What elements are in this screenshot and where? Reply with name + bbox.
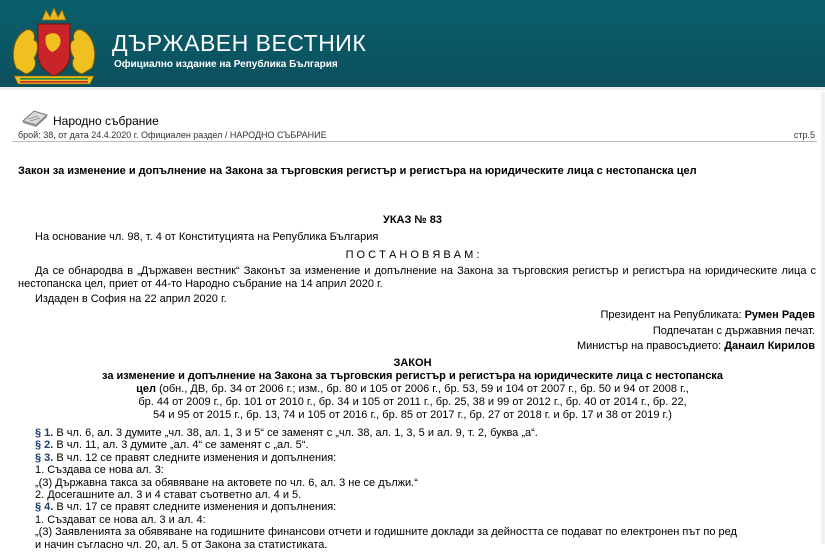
law-line <box>35 489 301 502</box>
document-title: Закон за изменение и допълнение на Закона за търговския регистър и регистъра на юридическите лица с нестопанска цел <box>18 165 697 177</box>
law-line-text: и начин съгласно чл. 20, ал. 5 от Закона за статистиката. <box>35 538 328 551</box>
law-line-text: В чл. 17 се правят следните изменения и допълнения: <box>53 501 337 514</box>
header-divider <box>0 87 825 90</box>
scrollbar[interactable] <box>821 92 825 544</box>
law-title-line-1: за изменение и допълнение на Закона за търговския регистър и регистъра на юридическите лица с нестопанска <box>102 370 723 382</box>
law-title-line-3: бр. 44 от 2009 г., бр. 101 от 2010 г., бр. 34 и 105 от 2011 г., бр. 25, 38 и 99 от 2012 г., бр. 40 от 2014 г., бр. 22, <box>138 396 687 408</box>
law-line <box>35 477 418 490</box>
decree-basis: На основание чл. 98, т. 4 от Конституцията на Република България <box>35 231 379 243</box>
section-number: § 2. <box>35 439 54 452</box>
section-title[interactable]: Народно събрание <box>53 114 159 128</box>
decree-title: УКАЗ № 83 <box>382 214 442 226</box>
law-line <box>35 439 309 452</box>
law-line-text: 1. Създават се нова ал. 3 и ал. 4: <box>35 513 206 526</box>
coat-of-arms-logo[interactable] <box>4 6 104 86</box>
site-header <box>0 0 825 90</box>
law-line-text: В чл. 6, ал. 3 думите „чл. 38, ал. 1, 3 и 5“ се заменят с „чл. 38, ал. 1, 3, 5 и ал. 9, т. 2, буква „а“. <box>53 427 538 439</box>
decree-heading: П О С Т А Н О В Я В А М : <box>345 249 480 261</box>
section-number: § 3. <box>35 451 54 464</box>
page-number: стр.5 <box>793 130 815 140</box>
section-number: § 1. <box>35 427 54 439</box>
newspaper-icon <box>20 107 50 127</box>
site-subtitle: Официално издание на Република България <box>114 59 338 70</box>
president-line: Президент на Републиката: Румен Радев <box>600 309 815 321</box>
law-line <box>35 427 538 440</box>
law-line-text: В чл. 12 се правят следните изменения и допълнения: <box>53 451 337 464</box>
law-line-text: „(3) Заявленията за обявяване на годишните финансови отчети и годишните доклади за дейността се подават по електронен път по ред <box>35 526 737 539</box>
law-line <box>35 501 336 514</box>
law-line <box>35 514 206 527</box>
site-title: ДЪРЖАВЕН ВЕСТНИК <box>112 30 367 56</box>
law-line-text: 2. Досегашните ал. 3 и 4 стават съответно ал. 4 и 5. <box>35 489 302 501</box>
decree-issued: Издаден в София на 22 април 2020 г. <box>35 293 227 305</box>
minister-line: Министър на правосъдието: Данаил Кирилов <box>576 340 815 352</box>
law-line-text: „(3) Държавна такса за обявяване на актовете по чл. 6, ал. 3 не се дължи.“ <box>35 476 418 489</box>
law-title-line-2: цел (обн., ДВ, бр. 34 от 2006 г.; изм., бр. 80 и 105 от 2006 г., бр. 53, 59 и 104 от 2007 г., бр. 50 и 94 от 2008 г., <box>136 383 689 395</box>
meta-divider <box>12 141 817 142</box>
decree-text: Да се обнародва в „Държавен вестник“ Законът за изменение и допълнение на Закона за търговския регистър и регистъра на юридическите лица с нестопанска цел, приет от 44-то Народно събрание на 14 април 2020 г. <box>18 265 816 290</box>
law-title-line-4: 54 и 95 от 2015 г., бр. 13, 74 и 105 от 2016 г., бр. 85 от 2017 г., бр. 27 от 2018 г. и бр. 17 и 38 от 2019 г.) <box>153 409 672 421</box>
sealed-line: Подпечатан с държавния печат. <box>652 325 815 337</box>
law-line-text: В чл. 11, ал. 3 думите „ал. 4“ се заменят с „ал. 5“. <box>53 439 309 452</box>
issue-meta: брой: 38, от дата 24.4.2020 г. Официален раздел / НАРОДНО СЪБРАНИЕ <box>18 130 327 140</box>
law-heading: ЗАКОН <box>393 357 432 369</box>
law-line <box>35 539 327 552</box>
law-line <box>35 452 336 465</box>
law-line <box>35 464 164 477</box>
section-number: § 4. <box>35 501 54 514</box>
law-line <box>35 526 737 539</box>
law-line-text: 1. Създава се нова ал. 3: <box>35 464 164 477</box>
